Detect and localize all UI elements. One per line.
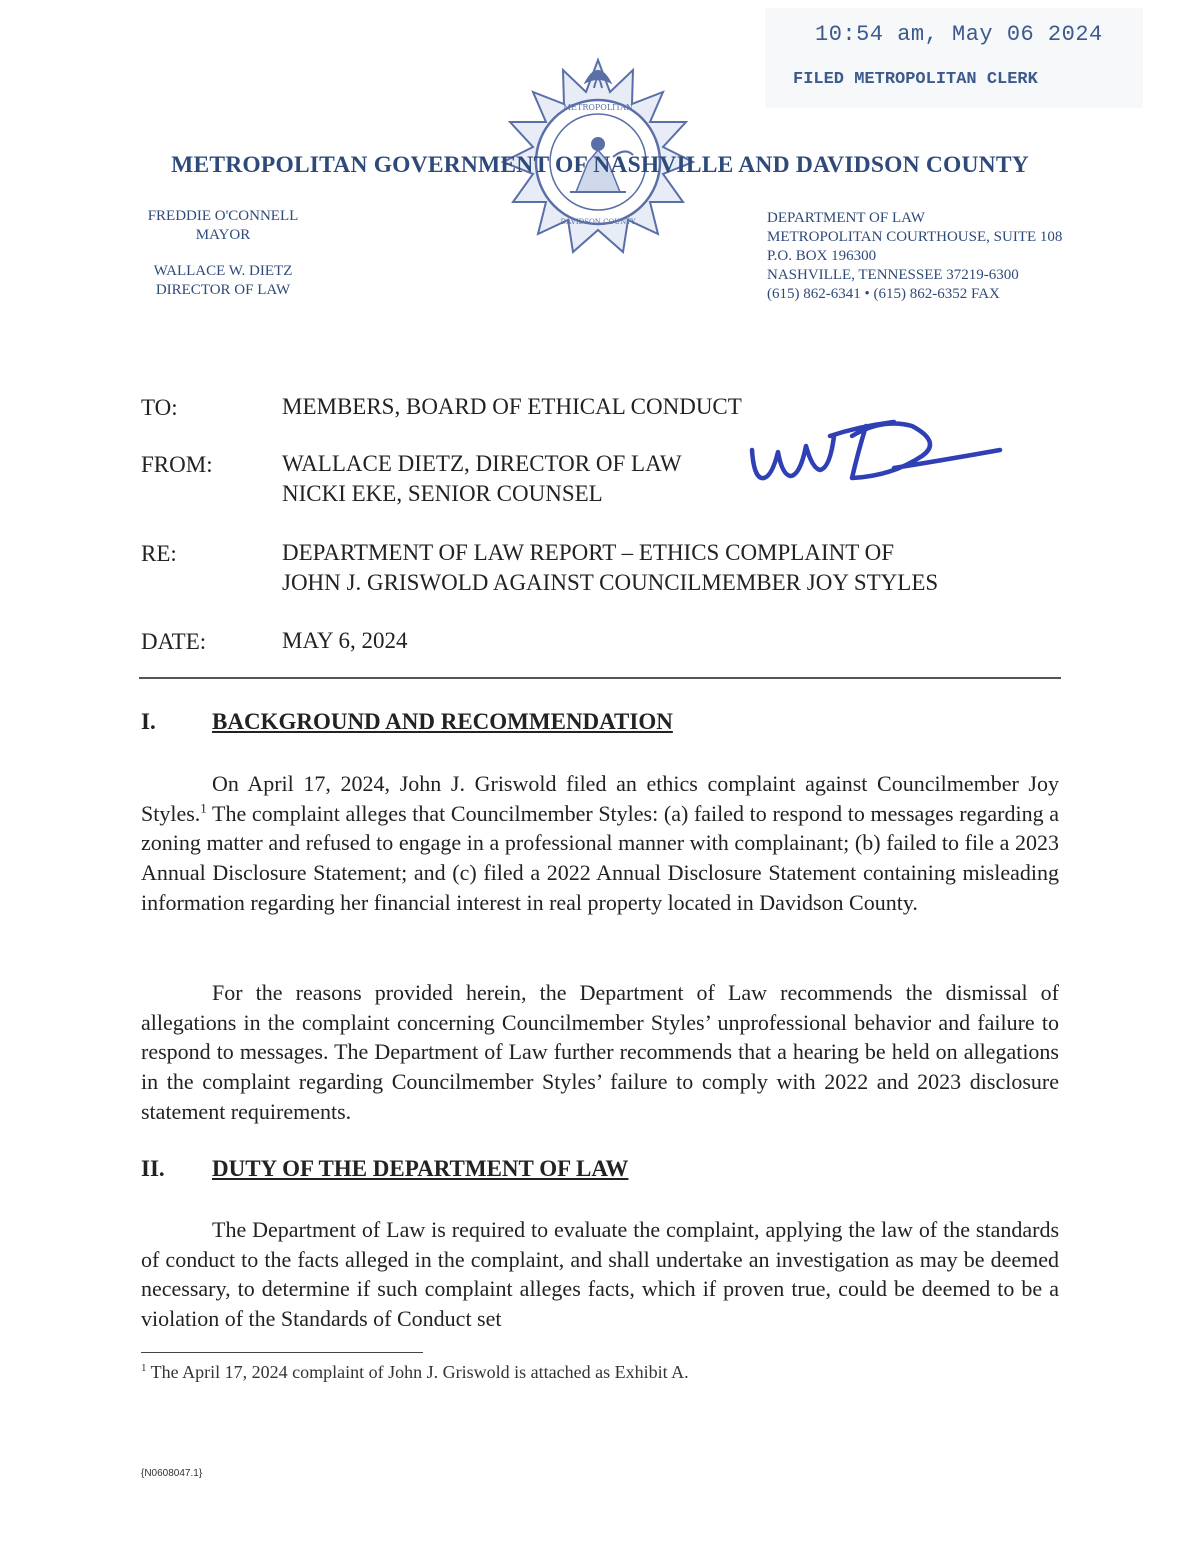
re-label: RE: <box>141 541 177 566</box>
from-line-1: WALLACE DIETZ, DIRECTOR OF LAW <box>282 451 682 476</box>
section-2-number: II. <box>141 1156 165 1181</box>
section-2-title: DUTY OF THE DEPARTMENT OF LAW <box>212 1156 629 1181</box>
svg-text:METROPOLITAN: METROPOLITAN <box>562 103 634 112</box>
mayor-name: FREDDIE O'CONNELL <box>147 208 299 224</box>
filing-timestamp: 10:54 am, May 06 2024 <box>815 22 1103 47</box>
from-value <box>282 449 682 509</box>
address-line-2: P.O. BOX 196300 <box>767 248 877 264</box>
re-line-2: JOHN J. GRISWOLD AGAINST COUNCILMEMBER JOY STYLES <box>282 570 939 595</box>
section-1-paragraph-2: For the reasons provided herein, the Department of Law recommends the dismissal of allegations in the complaint concerning Councilmember Styles’ unprofessional behavior and failure to respond to messages. The Department of Law further recommends that a hearing be held on allegations in the complaint regarding Councilmember Styles’ failure to comply with 2022 and 2023 disclosure statement requirements. <box>141 980 1059 1124</box>
date-value: MAY 6, 2024 <box>282 628 408 653</box>
address-line-1: METROPOLITAN COURTHOUSE, SUITE 108 <box>767 229 1063 245</box>
document-id: {N0608047.1} <box>141 1468 203 1479</box>
from-label: FROM: <box>141 452 213 477</box>
director-block <box>118 262 328 300</box>
footnote-divider <box>141 1352 423 1353</box>
date-label: DATE: <box>141 629 207 654</box>
to-label: TO: <box>141 395 178 420</box>
section-1-paragraph-1: On April 17, 2024, John J. Griswold filed an ethics complaint against Councilmember Joy Styles.$^1$ The complaint alleges that Councilmember Styles: (a) failed to respond to messages regarding a zoning matter and refused to engage in a professional manner with complainant; (b) failed to file a 2023 Annual Disclosure Statement; and (c) filed a 2022 Annual Disclosure Statement containing misleading information regarding her financial interest in real property located in Davidson County. <box>141 771 1059 915</box>
department-name: DEPARTMENT OF LAW <box>767 210 925 226</box>
footnote-reference[interactable]: 1 <box>200 800 207 816</box>
header-divider <box>139 677 1061 679</box>
signature-initials <box>744 412 1006 490</box>
organization-title: METROPOLITAN GOVERNMENT OF NASHVILLE AND DAVIDSON COUNTY <box>171 152 1029 178</box>
to-value: MEMBERS, BOARD OF ETHICAL CONDUCT <box>282 394 742 419</box>
re-line-1: DEPARTMENT OF LAW REPORT – ETHICS COMPLAINT OF <box>282 540 895 565</box>
mayor-title: MAYOR <box>195 227 251 243</box>
section-1-title: BACKGROUND AND RECOMMENDATION <box>212 709 673 734</box>
address-line-3: NASHVILLE, TENNESSEE 37219-6300 <box>767 267 1019 283</box>
re-value <box>282 538 938 598</box>
director-title: DIRECTOR OF LAW <box>155 282 291 298</box>
department-address-block <box>767 209 1062 304</box>
section-2-paragraph-1: The Department of Law is required to evaluate the complaint, applying the law of the standards of conduct to the facts alleged in the complaint, and shall undertake an investigation as may be deemed necessary, to determine if such complaint alleges facts, which if proven true, could be deemed to be a violation of the Standards of Conduct set <box>141 1217 1059 1332</box>
filing-label: FILED METROPOLITAN CLERK <box>793 70 1038 89</box>
section-1-number: I. <box>141 709 156 734</box>
footnote-mark: 1 <box>141 1362 147 1374</box>
director-name: WALLACE W. DIETZ <box>153 263 293 279</box>
footnote-text: The April 17, 2024 complaint of John J. Griswold is attached as Exhibit A. <box>146 1362 689 1382</box>
phone-fax: (615) 862-6341 • (615) 862-6352 FAX <box>767 286 1000 302</box>
footnote <box>141 1362 689 1383</box>
mayor-block <box>118 207 328 245</box>
svg-text:DAVIDSON COUNTY: DAVIDSON COUNTY <box>560 218 636 226</box>
from-line-2: NICKI EKE, SENIOR COUNSEL <box>282 481 603 506</box>
